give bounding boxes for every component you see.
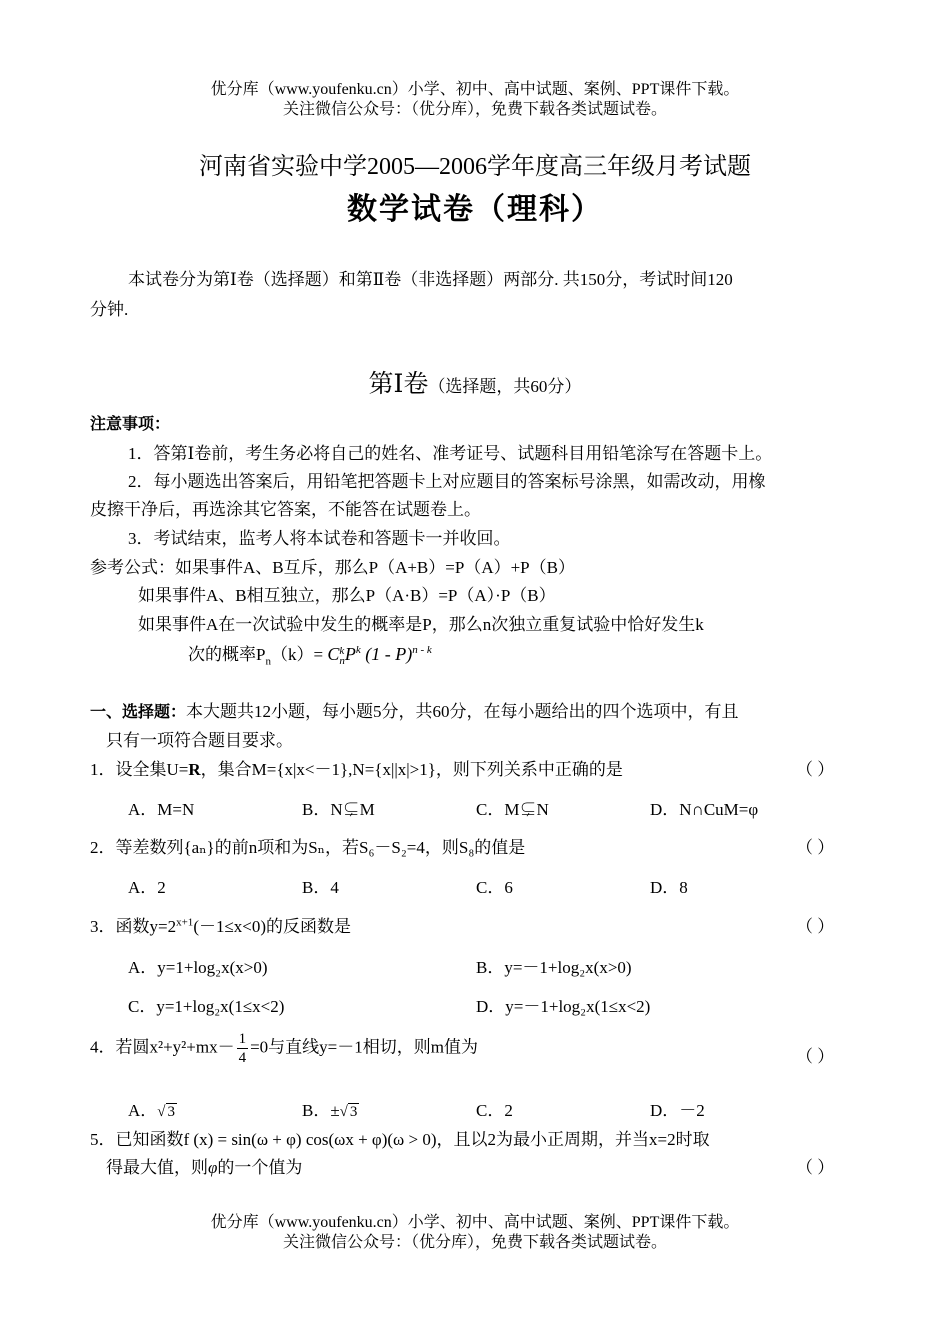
formula-line4-prefix: 次的概率P	[188, 645, 266, 664]
binom-c: C	[327, 644, 340, 664]
site-footer-line1: 优分库（www.youfenku.cn）小学、初中、高中试题、案例、PPT课件下载。	[210, 1214, 740, 1231]
q4-stem	[90, 1030, 478, 1067]
q2-answer-paren: （ ）	[796, 838, 835, 857]
intro-line1: 本试卷分为第Ⅰ卷（选择题）和第Ⅱ卷（非选择题）两部分. 共150分，考试时间120	[128, 270, 733, 289]
subject-title: 数学试卷（理科）	[347, 192, 603, 227]
q5-function: f (x) = sin(ω + φ) cos(ωx + φ)(ω > 0)	[183, 1130, 437, 1149]
q4-option-a-label: A．	[128, 1101, 158, 1120]
formula-line2: 如果事件A、B相互独立，那么P（A·B）=P（A）·P（B）	[138, 586, 556, 605]
q4-option-d: D．－2	[650, 1101, 705, 1120]
q3-option-c: C．y=1+log₂x(1≤x<2)	[128, 997, 285, 1016]
q4-option-a	[128, 1096, 177, 1121]
q3-stem-sup: x+1	[176, 916, 194, 929]
part1-heading: 一、选择题：	[90, 702, 187, 721]
binom-c-sub: n	[339, 654, 345, 667]
q4-answer-paren: （ ）	[796, 1047, 835, 1066]
formula-line4	[188, 640, 432, 667]
q5-stem-c-a: 得最大值，则	[106, 1158, 208, 1177]
part1-heading-line	[90, 697, 739, 722]
q3-option-d: D．y=－1+log₂x(1≤x<2)	[476, 997, 651, 1016]
q3-stem-a: 3．函数y=2	[90, 917, 177, 936]
q5-stem-a: 5．已知函数	[90, 1130, 184, 1149]
q5-stem-b: ，且以2为最小正周期，并当x=2时取	[436, 1130, 710, 1149]
section-name: 第Ⅰ卷	[368, 371, 429, 398]
q4-option-b-sqrt: √ 3	[339, 1104, 358, 1120]
q5-stem-line1	[90, 1125, 710, 1150]
q1-stem-r: R	[188, 760, 201, 779]
q4-frac-den: 4	[238, 1050, 247, 1066]
site-header-line1: 优分库（www.youfenku.cn）小学、初中、高中试题、案例、PPT课件下载。	[210, 81, 740, 98]
formula-pn-sub: n	[265, 655, 271, 668]
q2-option-b: B．4	[302, 878, 339, 897]
q5-stem-c-b: 的一个值为	[217, 1158, 303, 1177]
q4-option-a-sqrt: √ 3	[157, 1104, 176, 1120]
q1-answer-paren: （ ）	[796, 760, 835, 779]
binom-p-sup: k	[355, 644, 361, 656]
q2-option-c: C．6	[476, 878, 513, 897]
section-title	[0, 364, 950, 400]
q1-option-d: D．N∩CuM=φ	[650, 800, 759, 819]
q2-stem: 2．等差数列{aₙ}的前n项和为Sₙ，若S₆－S₂=4，则S₈的值是	[90, 838, 526, 857]
q4-stem-b: =0与直线y=－1相切，则m值为	[250, 1037, 478, 1057]
q3-option-a: A．y=1+log₂x(x>0)	[128, 958, 268, 977]
formula-line4-mid: （k）=	[270, 645, 324, 664]
binom-tail: (1 - P)	[365, 644, 413, 664]
q3-answer-paren: （ ）	[796, 917, 835, 936]
exam-title: 河南省实验中学2005—2006学年度高三年级月考试题	[199, 154, 751, 180]
q4-option-b-label: B．±	[302, 1101, 340, 1120]
q4-option-a-radicand: 3	[167, 1104, 176, 1120]
q1-stem	[90, 755, 623, 780]
intro-line2: 分钟.	[90, 300, 129, 319]
q5-answer-paren: （ ）	[796, 1158, 835, 1177]
q4-option-c: C．2	[476, 1101, 513, 1120]
q2-option-d: D．8	[650, 878, 688, 897]
q4-option-b	[302, 1096, 359, 1121]
q4-frac-num: 1	[238, 1031, 247, 1047]
q1-option-a: A．M=N	[128, 800, 195, 819]
q1-option-c: C．M⊊N	[476, 800, 549, 819]
site-footer-line2: 关注微信公众号：（优分库），免费下载各类试题试卷。	[282, 1234, 667, 1251]
binom-c-sup: k	[339, 644, 345, 657]
part1-desc-line1: 本大题共12小题，每小题5分，共60分，在每小题给出的四个选项中，有且	[186, 702, 739, 721]
note-item-3: 3．考试结束，监考人将本试卷和答题卡一并收回。	[128, 529, 511, 548]
part1-desc-line2: 只有一项符合题目要求。	[106, 731, 293, 750]
q3-stem	[90, 912, 351, 937]
binom-exp: n - k	[412, 644, 432, 656]
q1-stem-b: ，集合M={x|x<－1},N={x||x|>1}，则下列关系中正确的是	[200, 760, 623, 779]
binomial-formula	[327, 644, 432, 667]
notes-heading: 注意事项：	[90, 414, 171, 433]
q1-stem-a: 1．设全集U=	[90, 760, 189, 779]
note-item-2-line1: 2．每小题选出答案后，用铅笔把答题卡上对应题目的答案标号涂黑，如需改动，用橡	[128, 472, 766, 491]
binom-p: P	[344, 644, 356, 664]
q1-option-b: B．N⊊M	[302, 800, 375, 819]
q5-phi: φ	[208, 1158, 218, 1177]
note-item-1: 1．答第Ⅰ卷前，考生务必将自己的姓名、准考证号、试题科目用铅笔涂写在答题卡上。	[128, 444, 773, 463]
q4-stem-a: 4．若圆x²+y²+mx－	[90, 1037, 235, 1057]
q2-option-a: A．2	[128, 878, 166, 897]
q3-stem-b: (－1≤x<0)的反函数是	[193, 917, 352, 936]
site-header-line2: 关注微信公众号：（优分库），免费下载各类试题试卷。	[282, 101, 667, 118]
note-item-2-line2: 皮擦干净后，再选涂其它答案，不能答在试题卷上。	[90, 500, 481, 519]
section-subtitle: （选择题，共60分）	[428, 377, 582, 396]
q4-option-b-radicand: 3	[349, 1104, 358, 1120]
q4-fraction	[237, 1030, 249, 1067]
formula-line1: 参考公式：如果事件A、B互斥，那么P（A+B）=P（A）+P（B）	[90, 558, 575, 577]
formula-line3: 如果事件A在一次试验中发生的概率是P，那么n次独立重复试验中恰好发生k	[138, 615, 704, 634]
q5-stem-line2	[106, 1153, 302, 1178]
q3-option-b: B．y=－1+log₂x(x>0)	[476, 958, 632, 977]
